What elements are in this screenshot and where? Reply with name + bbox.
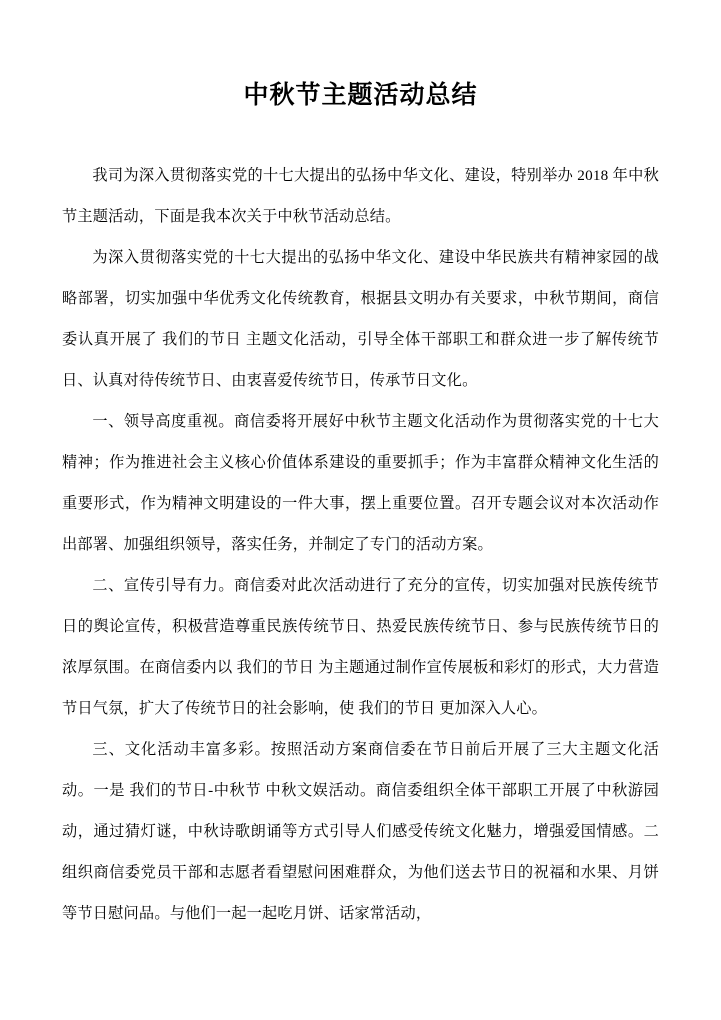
document-body [62,155,659,934]
paragraph-1: 我司为深入贯彻落实党的十七大提出的弘扬中华文化、建设，特别举办 2018 年中秋节主题活动，下面是我本次关于中秋节活动总结。 [62,167,659,225]
paragraph-2: 为深入贯彻落实党的十七大提出的弘扬中华文化、建设中华民族共有精神家园的战略部署，切实加强中华优秀文化传统教育，根据县文明办有关要求，中秋节期间，商信委认真开展了 我们的节日 主题文化活动，引导全体干部职工和群众进一步了解传统节日、认真对待传统节日、由衷喜爱传统节日，传承节日文化。 [62,249,659,389]
page-title: 中秋节主题活动总结 [243,82,478,109]
paragraph-3: 一、领导高度重视。商信委将开展好中秋节主题文化活动作为贯彻落实党的十七大精神；作为推进社会主义核心价值体系建设的重要抓手；作为丰富群众精神文化生活的重要形式，作为精神文明建设的一件大事，摆上重要位置。召开专题会议对本次活动作出部署、加强组织领导，落实任务，并制定了专门的活动方案。 [62,413,659,553]
paragraph-5: 三、文化活动丰富多彩。按照活动方案商信委在节日前后开展了三大主题文化活动。一是 我们的节日-中秋节 中秋文娱活动。商信委组织全体干部职工开展了中秋游园动，通过猜灯谜，中秋诗歌朗诵等方式引导人们感受传统文化魅力，增强爱国情感。二组织商信委党员干部和志愿者看望慰问困难群众，为他们送去节日的祝福和水果、月饼等节日慰问品。与他们一起一起吃月饼、话家常活动， [62,741,659,922]
paragraph-4: 二、宣传引导有力。商信委对此次活动进行了充分的宣传，切实加强对民族传统节日的舆论宣传，积极营造尊重民族传统节日、热爱民族传统节日、参与民族传统节日的浓厚氛围。在商信委内以 我们的节日 为主题通过制作宣传展板和彩灯的形式，大力营造节日气氛，扩大了传统节日的社会影响，使 我们的节日 更加深入人心。 [62,577,659,717]
